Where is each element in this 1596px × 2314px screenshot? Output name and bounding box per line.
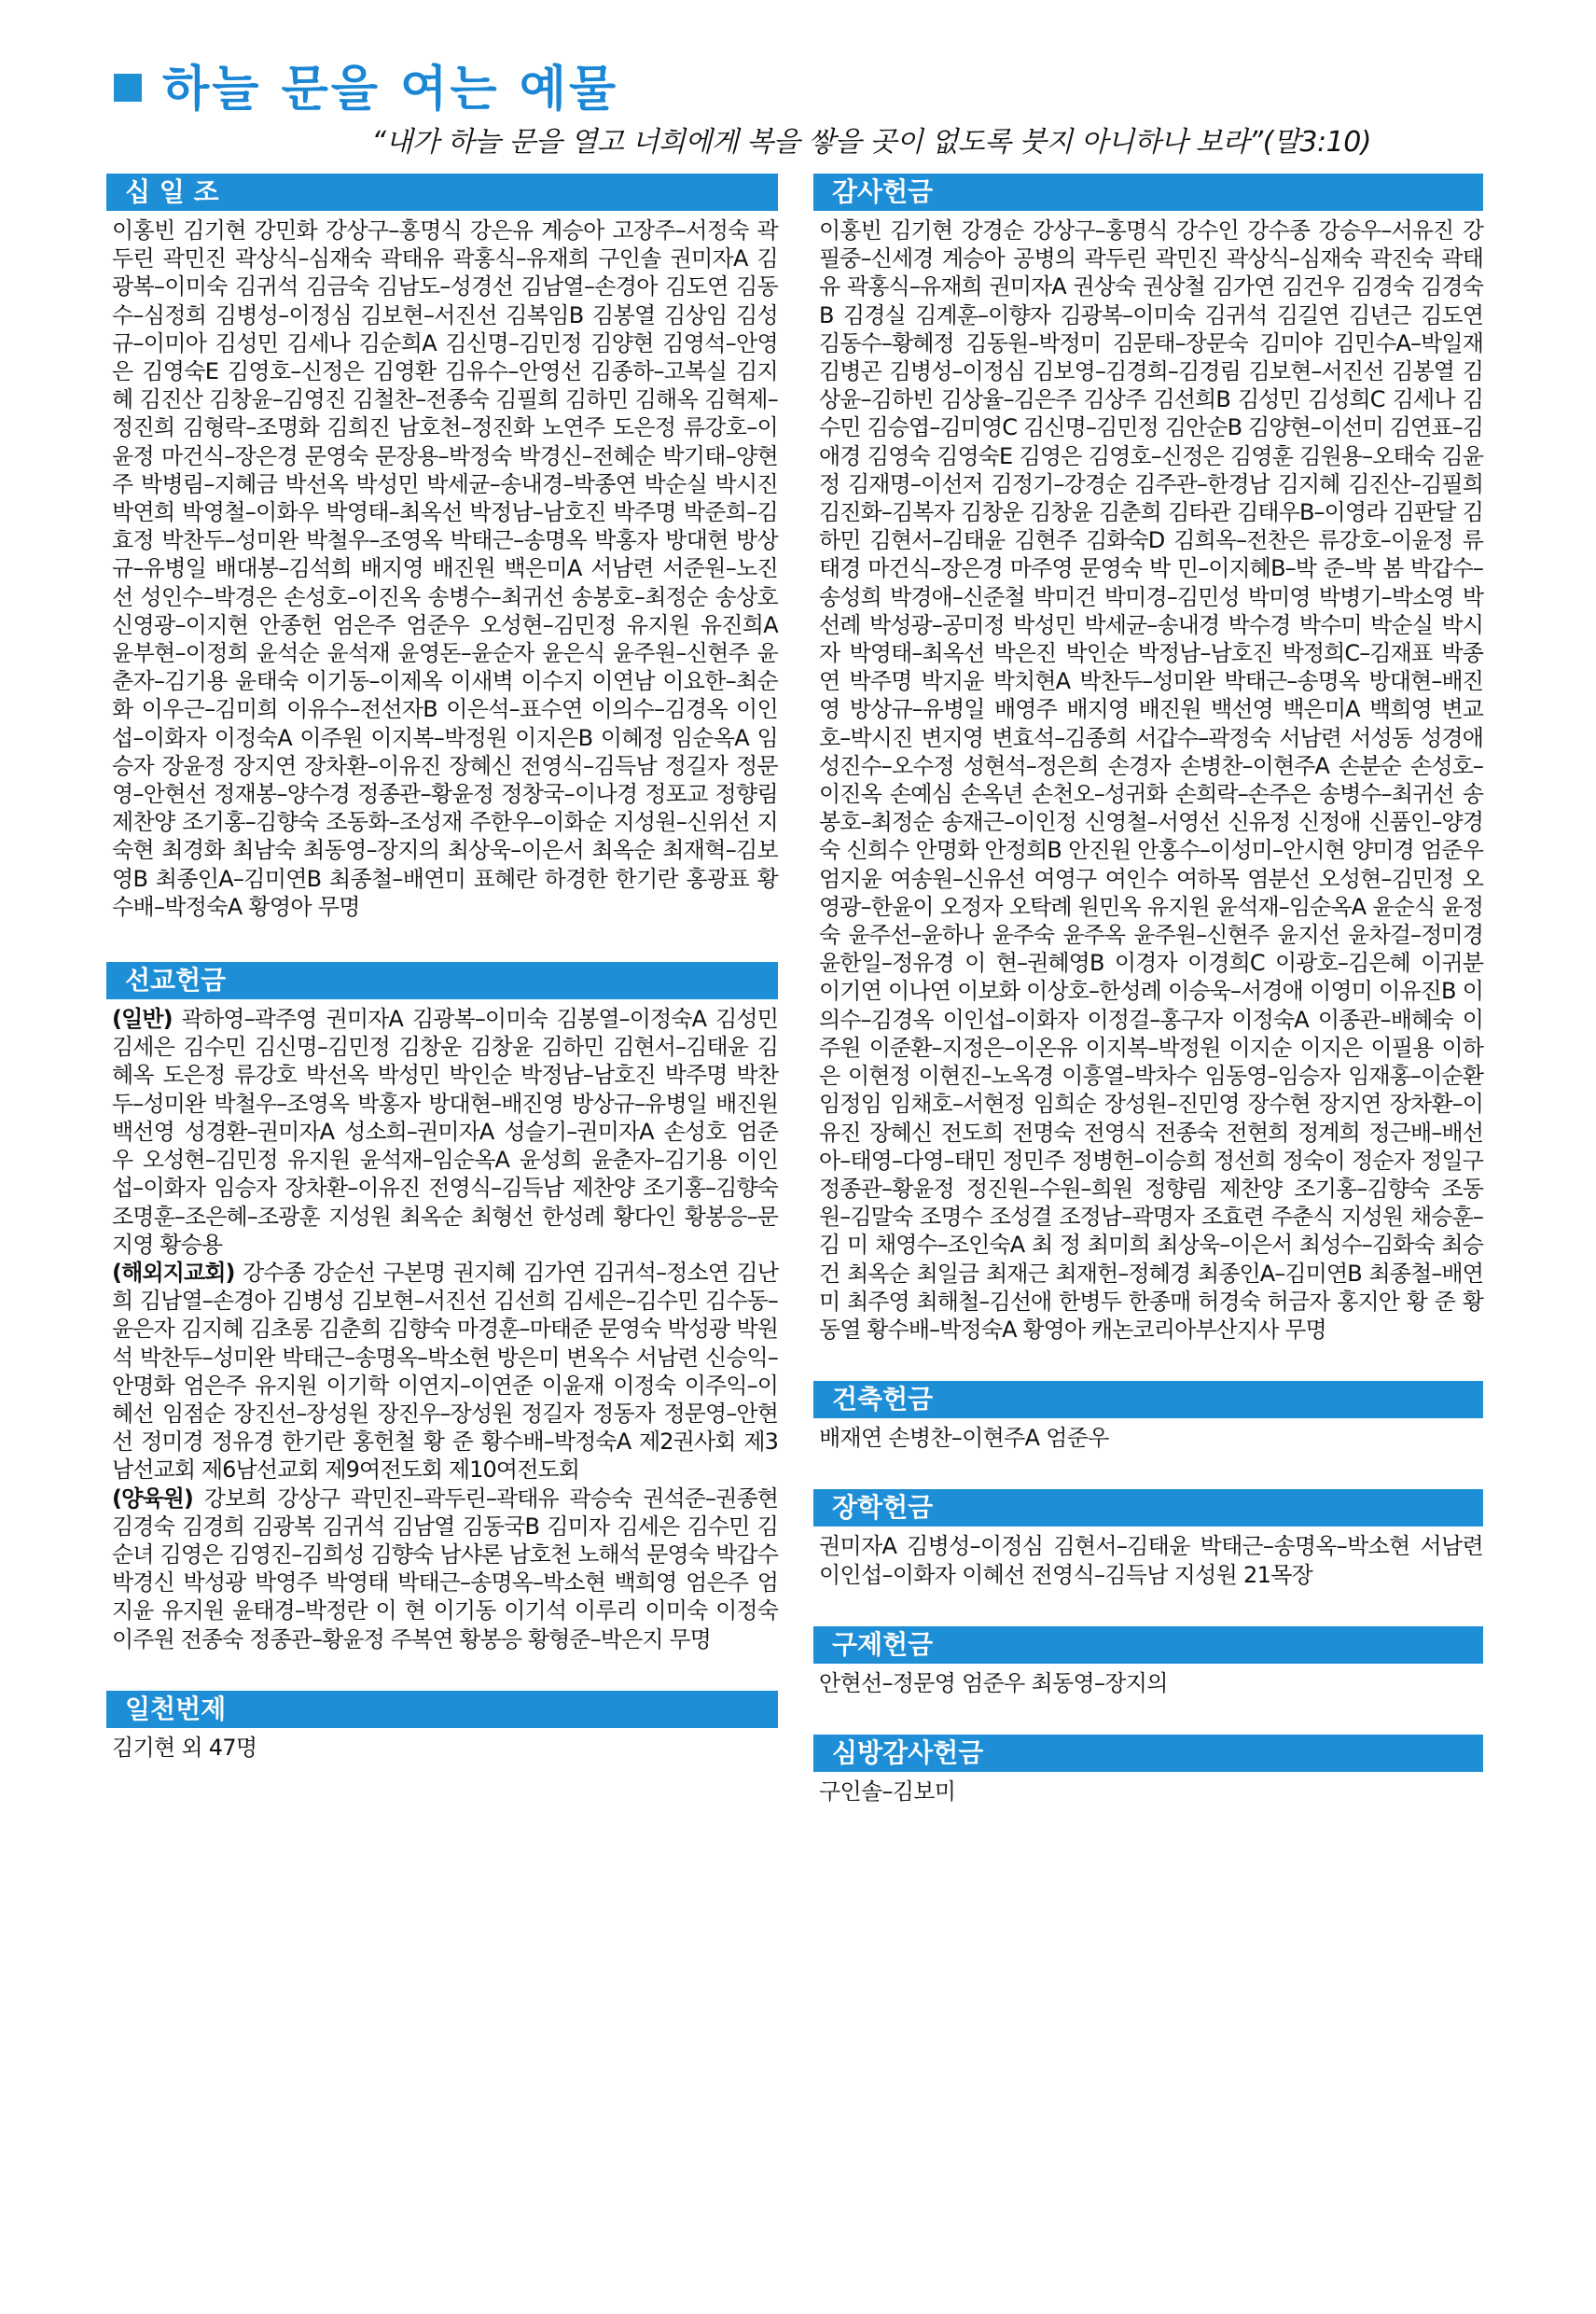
thanks-section [813,174,1483,1344]
building-names: 배재연 손병찬–이현주A 엄준우 [819,1425,1109,1452]
page-title [114,47,618,121]
mission-general-names: 곽하영–곽주영 권미자A 김광복–이미숙 김봉열–이정숙A 김성민 김세은 김수민 김신명–김민정 김창운 김창윤 김하민 김현서–김태윤 김혜옥 도은정 류강호 박선옥 박성민 박인순 박정남–남호진 박주명 박찬두–성미완 박철우–조영옥 박홍자 방대현–배진영 방상규–유병일 배진원 백선영 성경환–권미자A 성소희–권미자A 성슬기–권미자A 손성호 엄준우 오성현–김민정 유지원 윤석재–임순옥A 윤성희 윤춘자–김기용 이인섭–이화자 임승자 장차환–이유진 전영식–김득남 제찬양 조기홍–김향숙 조명훈–조은혜–조광훈 지성원 최옥순 최형선 한성례 황다인 황봉응–문지영 황승용 [112,1006,778,1258]
scholarship-header: 장학헌금 [813,1489,1483,1526]
visit-thanks-section [813,1735,1483,1805]
mission-orphanage [106,1485,778,1653]
mission-general [106,1005,778,1259]
first-thousand-names: 김기현 외 47명 [112,1734,257,1761]
thanks-names: 이홍빈 김기현 강경순 강상구–홍명식 강수인 강수종 강승우–서유진 강필중–신세경 계승아 공병의 곽두린 곽민진 곽상식–심재숙 곽진숙 곽태유 곽홍식–유재희 권미자A 권상숙 권상철 김가연 김건우 김경숙 김경숙B 김경실 김계훈–이향자 김광복–이미숙 김귀석 김길연 김년근 김도연 김동수–황혜정 김동원–박정미 김문태–장문숙 김미야 김민수A–박일재 김병곤 김병성–이정심 김보영–김경희–김경림 김보현–서진선 김봉열 김상윤–김하빈 김상율–김은주 김상주 김선희B 김성민 김성희C 김세나 김수민 김승엽–김미영C 김신명–김민정 김안순B 김양현–이선미 김연표–김애경 김영숙 김영숙E 김영은 김영호–신정은 김영훈 김원용–오태숙 김윤정 김재명–이선저 김정기–강경순 김주관–한경남 김지혜 김진산–김필희 김진화–김복자 김창운 김창윤 김춘희 김타관 김태우B–이영라 김판달 김하민 김현서–김태윤 김현주 김화숙D 김희옥–전찬은 류강호–이윤정 류태경 마건식–장은경 마주영 문영숙 박 민–이지혜B–박 준–박 봄 박갑수–송성희 박경애–신준철 박미건 박미경–김민성 박미영 박병기–박소영 박선례 박성광–공미정 박성민 박세균–송내경 박수경 박수미 박순실 박시자 박영태–최옥선 박은진 박인순 박정남–남호진 박정희C–김재표 박종연 박주명 박지윤 박치현A 박찬두–성미완 박태근–송명옥 방대현–배진영 방상규–유병일 배영주 배지영 배진원 백선영 백은미A 백희영 변교호–박시진 변지영 변효석–김종희 서갑수–곽정숙 서남련 서성동 성경애 성진수–오수정 성현석–정은희 손경자 손병찬–이현주A 손분순 손성호–이진옥 손예심 손옥년 손천오–성귀화 손희락–손주은 송병수–최귀선 송봉호–최정순 송재근–이인정 신영철–서영선 신유정 신정애 신품인–양경숙 신희수 안명화 안정희B 안진원 안홍수–이성미–안시현 양미경 엄준우 엄지윤 여송원–신유선 여영구 여인수 여하목 염분선 오성현–김민정 오영광–한윤이 오정자 오탁례 원민옥 유지원 윤석재–임순옥A 윤순식 윤정숙 윤주선–윤하나 윤주숙 윤주옥 윤주원–신현주 윤지선 윤차걸–정미경 윤한일–정유경 이 현–권혜영B 이경자 이경희C 이광호–김은혜 이귀분 이기연 이나연 이보화 이상호–한성례 이승욱–서경애 이영미 이유진B 이의수–김경옥 이인섭–이화자 이정걸–홍구자 이정숙A 이종관–배혜숙 이주원 이준환–지정은–이온유 이지복–박정원 이지순 이지은 이필용 이하은 이현정 이현진–노옥경 이흥열–박차수 임동영–임승자 임재홍–이순환 임정임 임채호–서현정 임희순 장성원–진민영 장수현 장지연 장차환–이유진 장혜신 전도희 전명숙 전영식 전종숙 전현희 정계희 정근배–배선아–태영–다영–태민 정민주 정병헌–이승희 정선희 정숙이 정순자 정일구 정종관–황윤정 정진원–수원–희원 정향림 제찬양 조기홍–김향숙 조동원–김말숙 조명수 조성결 조정남–곽명자 조효련 주춘식 지성원 채승훈–김 미 채영수–조인숙A 최 정 최미희 최상욱–이은서 최성수–김화숙 최승건 최옥순 최일금 최재근 최재헌–정혜경 최종인A–김미연B 최종철–배연미 최주영 최해철–김선애 한병두 한종매 허경숙 허금자 홍지안 황 준 황동열 황수배–박정숙A 황영아 캐논코리아부산지사 무명 [819,217,1483,1343]
building-section [813,1381,1483,1452]
mission-orphanage-names: 강보희 강상구 곽민진–곽두린–곽태유 곽승숙 권석준–권종현 김경숙 김경희 김광복 김귀석 김남열 김동국B 김미자 김세은 김수민 김순녀 김영은 김영진–김희성 김향숙 남샤론 남호천 노해석 문영숙 박갑수 박경신 박성광 박영주 박영태 박태근–송명옥–박소현 백희영 엄은주 엄지윤 유지원 윤태경–박정란 이 현 이기동 이기석 이루리 이미숙 이정숙 이주원 전종숙 정종관–황윤정 주복연 황봉응 황형준–박은지 무명 [112,1485,778,1652]
title-square-icon [114,74,142,102]
scholarship-names: 권미자A 김병성–이정심 김현서–김태윤 박태근–송명옥–박소현 서남련 이인섭–이화자 이혜선 전영식–김득남 지성원 21목장 [819,1533,1483,1588]
left-column [106,174,778,1762]
tithe-header: 십 일 조 [106,174,778,211]
relief-header: 구제헌금 [813,1626,1483,1664]
thanks-header: 감사헌금 [813,174,1483,211]
mission-orphanage-label: (양육원) [112,1485,193,1512]
mission-overseas-names: 강수종 강순선 구본명 권지혜 김가연 김귀석–정소연 김난희 김남열–손경아 김병성 김보현–서진선 김선희 김세은–김수민 김수동–윤은자 김지혜 김초롱 김춘희 김향숙 마경훈–마태준 문영숙 박성광 박원석 박찬두–성미완 박태근–송명옥–박소현 방은미 변옥수 서남련 신승익–안명화 엄은주 유지원 이기학 이연지–이연준 이윤재 이정숙 이주익–이혜선 임점순 장진선–장성원 장진우–장성원 정길자 정동자 정문영–안현선 정미경 정유경 한기란 홍헌철 황 준 황수배–박정숙A 제2권사회 제3남선교회 제6남선교회 제9여전도회 제10여전도회 [112,1259,778,1484]
building-header: 건축헌금 [813,1381,1483,1418]
tithe-section [106,174,778,921]
tithe-names: 이홍빈 김기현 강민화 강상구–홍명식 강은유 계승아 고장주–서정숙 곽두린 곽민진 곽상식–심재숙 곽태유 곽홍식–유재희 구인솔 권미자A 김광복–이미숙 김귀석 김금숙 김남도–성경선 김남열–손경아 김도연 김동수–심정희 김병성–이정심 김보현–서진선 김복임B 김봉열 김상임 김성규–이미아 김성민 김세나 김순희A 김신명–김민정 김양현 김영석–안영은 김영숙E 김영호–신정은 김영환 김유수–안영선 김종하–고복실 김지혜 김진산 김창윤–김영진 김철찬–전종숙 김필희 김하민 김해옥 김혁제–정진희 김형락–조명화 김희진 남호천–정진화 노연주 도은정 류강호–이윤정 마건식–장은경 문영숙 문장용–박정숙 박경신–전혜순 박기태–양현주 박병림–지혜금 박선옥 박성민 박세균–송내경–박종연 박순실 박시진 박연희 박영철–이화우 박영태–최옥선 박정남–남호진 박주명 박준희–김효정 박찬두–성미완 박철우–조영옥 박태근–송명옥 박홍자 방대현 방상규–유병일 배대봉–김석희 배지영 배진원 백은미A 서남련 서준원–노진선 성인수–박경은 손성호–이진옥 송병수–최귀선 송봉호–최정순 송상호 신영광–이지현 안종헌 엄은주 엄준우 오성현–김민정 유지원 유진희A 윤부현–이정희 윤석순 윤석재 윤영돈–윤순자 윤은식 윤주원–신현주 윤춘자–김기용 윤태숙 이기동–이제옥 이새벽 이수지 이연남 이요한–최순화 이우근–김미희 이유수–전선자B 이은석–표수연 이의수–김경옥 이인섭–이화자 이정숙A 이주원 이지복–박정원 이지은B 이혜정 임순옥A 임승자 장윤정 장지연 장차환–이유진 장혜신 전영식–김득남 정길자 정문영–안현선 정재봉–양수경 정종관–황윤정 정창국–이나경 정포교 정향림 제찬양 조기홍–김향숙 조동화–조성재 주한우–이화순 지성원–신위선 지숙현 최경화 최남숙 최동영–장지의 최상욱–이은서 최옥순 최재혁–김보영B 최종인A–김미연B 최종철–배연미 표혜란 하경한 한기란 홍광표 황수배–박정숙A 황영아 무명 [112,217,778,920]
visit-thanks-header: 심방감사헌금 [813,1735,1483,1772]
relief-names: 안현선–정문영 엄준우 최동영–장지의 [819,1669,1168,1696]
first-thousand-section [106,1691,778,1762]
first-thousand-header: 일천번제 [106,1691,778,1728]
relief-section [813,1626,1483,1697]
scholarship-section [813,1489,1483,1588]
mission-overseas [106,1259,778,1485]
mission-header: 선교헌금 [106,962,778,999]
right-column [813,174,1483,1805]
mission-general-label: (일반) [112,1006,173,1033]
mission-overseas-label: (해외지교회) [112,1259,235,1286]
visit-thanks-names: 구인솔–김보미 [819,1777,956,1805]
scripture-quote: “내가 하늘 문을 열고 너희에게 복을 쌓을 곳이 없도록 붓지 아니하나 보라”(말3:10) [371,126,1371,159]
mission-section [106,962,778,1653]
page-title-text: 하늘 문을 여는 예물 [162,61,619,118]
